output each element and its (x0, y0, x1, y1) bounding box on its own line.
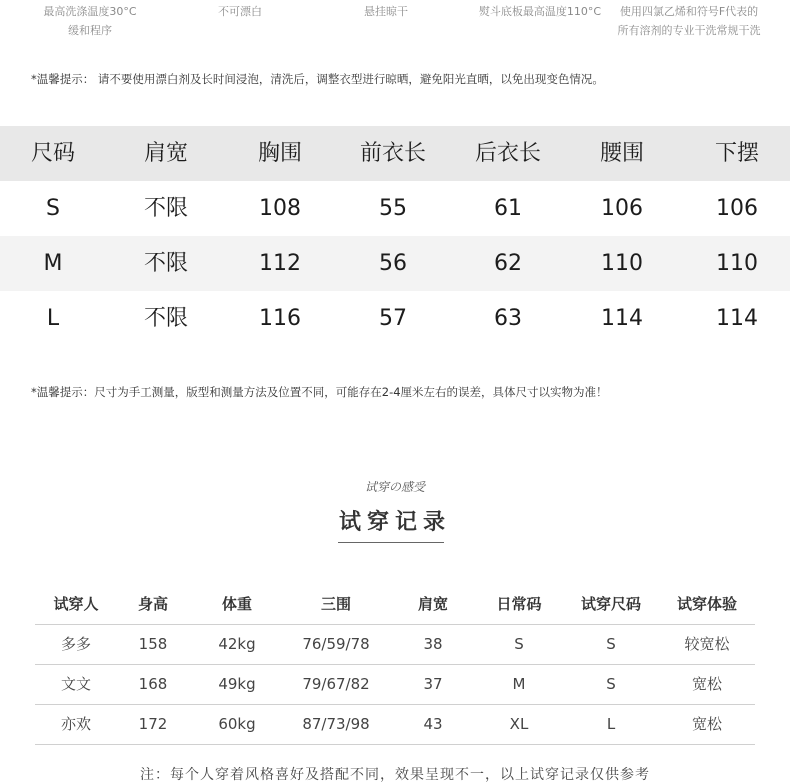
size-cell: M (43, 251, 63, 276)
size-table (0, 126, 790, 346)
tryon-cell: M (512, 675, 526, 693)
care-item-iron (470, 2, 610, 21)
tryon-cell: 宽松 (691, 715, 722, 733)
tryon-table (35, 584, 755, 745)
tryon-cell: 42kg (218, 635, 256, 653)
tryon-cell: 87/73/98 (302, 715, 370, 733)
care-item-dry (336, 2, 436, 21)
size-cell: 不限 (143, 306, 188, 331)
tryon-cell: 38 (423, 635, 443, 653)
tryon-header-cell: 身高 (137, 595, 168, 613)
tryon-cell: S (514, 635, 524, 653)
tryon-cell: S (606, 675, 616, 693)
size-table-header (0, 126, 790, 181)
care-item-bleach (190, 2, 290, 21)
care-item-line: 最高洗涤温度30°C (43, 5, 137, 18)
tryon-title: 试穿记录 (338, 510, 451, 535)
tryon-header-cell: 三围 (320, 595, 351, 613)
size-cell: 112 (259, 251, 301, 276)
tryon-header-cell: 试穿体验 (676, 595, 737, 613)
size-cell: 61 (494, 196, 522, 221)
care-item-line: 悬挂晾干 (364, 5, 408, 18)
tryon-cell: 172 (138, 715, 168, 733)
tryon-table-row (35, 625, 755, 665)
size-header-cell: 下摆 (714, 141, 759, 166)
size-cell: 62 (494, 251, 522, 276)
size-cell: 不限 (143, 251, 188, 276)
tryon-header-cell: 日常码 (496, 595, 542, 613)
tryon-cell: 宽松 (691, 675, 722, 693)
size-header-cell: 前衣长 (359, 141, 426, 166)
tryon-cell: 158 (138, 635, 168, 653)
size-cell: 114 (716, 306, 758, 331)
tryon-cell: 文文 (60, 675, 91, 693)
size-header-cell: 肩宽 (143, 141, 188, 166)
tryon-header-cell: 试穿人 (53, 595, 99, 613)
care-item-dryclean (608, 2, 770, 40)
size-cell: 110 (601, 251, 643, 276)
tryon-cell: 79/67/82 (302, 675, 370, 693)
size-cell: 106 (601, 196, 643, 221)
size-cell: 114 (601, 306, 643, 331)
size-header-cell: 后衣长 (474, 141, 541, 166)
care-item-line: 所有溶剂的专业干洗常规干洗 (617, 24, 761, 37)
tryon-cell: 76/59/78 (302, 635, 370, 653)
tryon-cell: 43 (423, 715, 443, 733)
size-cell: L (46, 306, 60, 331)
size-header-cell: 尺码 (30, 141, 75, 166)
size-cell: 不限 (143, 196, 188, 221)
tryon-header-cell: 体重 (221, 595, 252, 613)
size-cell: S (46, 196, 60, 221)
tryon-header-cell: 肩宽 (417, 595, 448, 613)
tryon-cell: 较宽松 (684, 635, 730, 653)
tryon-cell: 168 (138, 675, 168, 693)
size-cell: 63 (494, 306, 522, 331)
size-table-row (0, 291, 790, 346)
care-item-line: 熨斗底板最高温度110°C (478, 5, 602, 18)
tryon-cell: S (606, 635, 616, 653)
care-item-line: 缓和程序 (68, 24, 112, 37)
size-header-cell: 胸围 (257, 141, 302, 166)
size-cell: 57 (379, 306, 407, 331)
size-table-row (0, 181, 790, 236)
tryon-cell: XL (509, 715, 529, 733)
tryon-cell: 亦欢 (60, 715, 91, 733)
tryon-table-row (35, 665, 755, 705)
size-cell: 56 (379, 251, 407, 276)
size-cell: 116 (259, 306, 301, 331)
size-cell: 110 (716, 251, 758, 276)
care-instructions (0, 0, 790, 44)
tryon-cell: 37 (423, 675, 443, 693)
tryon-title-underline (338, 542, 444, 543)
tryon-table-header (35, 584, 755, 625)
tryon-subtitle: 试穿の感受 (364, 480, 425, 494)
tryon-header-cell: 试穿尺码 (580, 595, 641, 613)
size-cell: 106 (716, 196, 758, 221)
size-header-cell: 腰围 (599, 141, 644, 166)
tryon-cell: 多多 (60, 635, 91, 653)
care-note: *温馨提示： 请不要使用漂白剂及长时间浸泡，清洗后，调整衣型进行晾晒，避免阳光直晒，以免出现变色情况。 (31, 72, 604, 86)
size-cell: 108 (259, 196, 301, 221)
tryon-footer-note: 注：每个人穿着风格喜好及搭配不同，效果呈现不一，以上试穿记录仅供参考 (140, 767, 650, 783)
size-table-row (0, 236, 790, 291)
size-cell: 55 (379, 196, 407, 221)
tryon-cell: L (606, 715, 616, 733)
care-item-line: 不可漂白 (218, 5, 262, 18)
tryon-cell: 49kg (218, 675, 256, 693)
size-note: *温馨提示：尺寸为手工测量，版型和测量方法及位置不同，可能存在2-4厘米左右的误差，具体尺寸以实物为准！ (31, 385, 608, 399)
tryon-cell: 60kg (218, 715, 256, 733)
care-item-line: 使用四氯乙烯和符号F代表的 (619, 5, 759, 18)
care-item-wash (35, 2, 145, 40)
tryon-table-row (35, 705, 755, 745)
